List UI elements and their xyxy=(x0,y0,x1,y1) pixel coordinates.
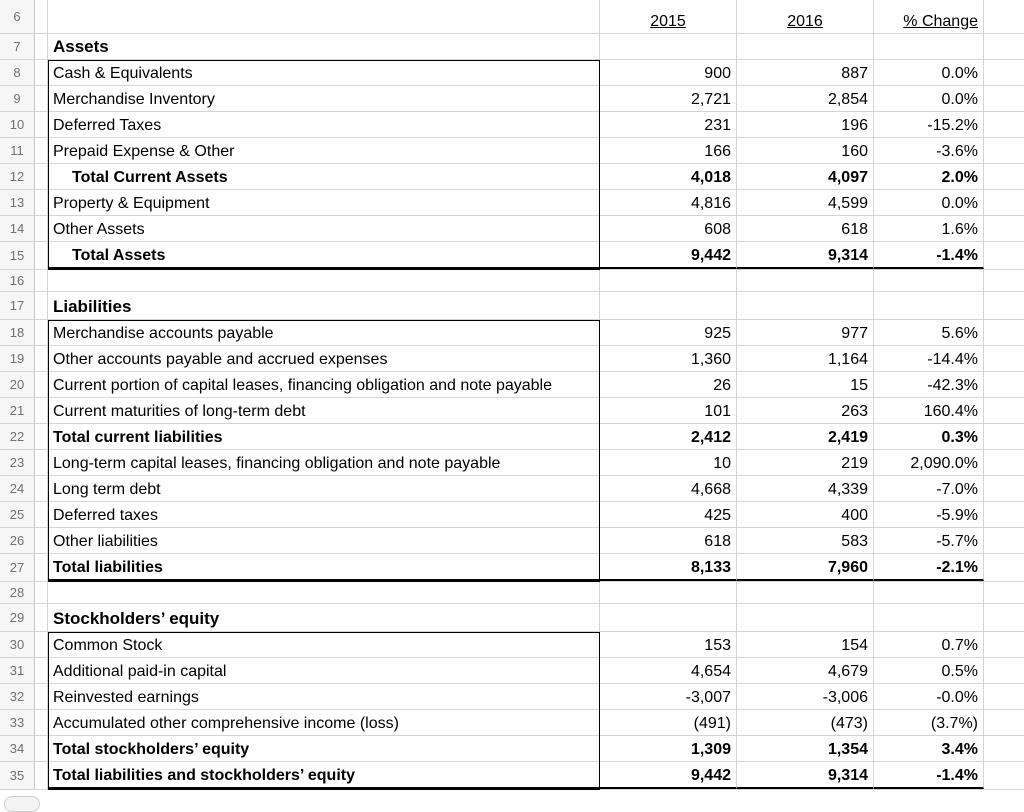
value-2015[interactable] xyxy=(600,604,737,631)
cell[interactable] xyxy=(35,320,48,345)
cell[interactable] xyxy=(35,684,48,709)
value-change[interactable]: -42.3% xyxy=(874,372,984,397)
cell[interactable] xyxy=(984,476,1024,501)
value-change[interactable]: 0.0% xyxy=(874,60,984,85)
value-2015[interactable]: 9,442 xyxy=(600,242,737,269)
table-row[interactable] xyxy=(0,320,1024,346)
value-2015[interactable]: 231 xyxy=(600,112,737,137)
table-row[interactable] xyxy=(0,658,1024,684)
table-row[interactable] xyxy=(0,372,1024,398)
cell[interactable] xyxy=(984,86,1024,111)
cell[interactable] xyxy=(984,398,1024,423)
value-2016[interactable]: 263 xyxy=(737,398,874,423)
cell[interactable] xyxy=(984,242,1024,269)
table-row[interactable] xyxy=(0,216,1024,242)
cell[interactable] xyxy=(35,528,48,553)
value-change[interactable]: 0.3% xyxy=(874,424,984,449)
value-2015[interactable]: 1,309 xyxy=(600,736,737,761)
row-label[interactable]: Total stockholders’ equity xyxy=(48,736,600,761)
row-header[interactable]: 12 xyxy=(0,164,35,189)
percent-change-header[interactable]: % Change xyxy=(874,0,984,33)
value-2016[interactable]: 1,354 xyxy=(737,736,874,761)
value-change[interactable] xyxy=(874,270,984,291)
value-2016[interactable]: 15 xyxy=(737,372,874,397)
value-change[interactable]: 0.0% xyxy=(874,86,984,111)
row-header[interactable]: 29 xyxy=(0,604,35,631)
cell[interactable] xyxy=(984,736,1024,761)
row-header[interactable]: 17 xyxy=(0,292,35,319)
cell[interactable] xyxy=(35,450,48,475)
value-2016[interactable]: 4,679 xyxy=(737,658,874,683)
cell[interactable] xyxy=(35,736,48,761)
value-2016[interactable]: 583 xyxy=(737,528,874,553)
value-2016[interactable]: 9,314 xyxy=(737,242,874,269)
cell[interactable] xyxy=(35,632,48,657)
table-row[interactable] xyxy=(0,502,1024,528)
row-header[interactable]: 7 xyxy=(0,34,35,59)
row-label[interactable]: Total liabilities xyxy=(48,554,600,581)
row-label[interactable] xyxy=(48,582,600,603)
value-2015[interactable]: 101 xyxy=(600,398,737,423)
row-label[interactable]: Assets xyxy=(48,34,600,59)
value-change[interactable]: 1.6% xyxy=(874,216,984,241)
value-change[interactable]: 0.5% xyxy=(874,658,984,683)
value-2015[interactable]: 166 xyxy=(600,138,737,163)
row-label[interactable]: Stockholders’ equity xyxy=(48,604,600,631)
row-header[interactable]: 25 xyxy=(0,502,35,527)
value-change[interactable]: 3.4% xyxy=(874,736,984,761)
row-header[interactable]: 34 xyxy=(0,736,35,761)
cell[interactable] xyxy=(984,270,1024,291)
row-label[interactable]: Long-term capital leases, financing obligation and note payable xyxy=(48,450,600,475)
row-label[interactable]: Common Stock xyxy=(48,632,600,657)
row-header[interactable]: 6 xyxy=(0,0,35,33)
table-row[interactable] xyxy=(0,554,1024,582)
row-label[interactable]: Current portion of capital leases, financing obligation and note payable xyxy=(48,372,600,397)
table-row[interactable] xyxy=(0,138,1024,164)
cell[interactable] xyxy=(984,190,1024,215)
cell[interactable] xyxy=(35,424,48,449)
value-change[interactable]: 0.0% xyxy=(874,190,984,215)
value-2016[interactable]: 219 xyxy=(737,450,874,475)
row-header[interactable]: 24 xyxy=(0,476,35,501)
row-header[interactable]: 8 xyxy=(0,60,35,85)
row-label[interactable]: Merchandise Inventory xyxy=(48,86,600,111)
value-2015[interactable]: 153 xyxy=(600,632,737,657)
cell[interactable] xyxy=(35,762,48,789)
table-row[interactable] xyxy=(0,582,1024,604)
value-change[interactable]: -3.6% xyxy=(874,138,984,163)
row-header[interactable]: 20 xyxy=(0,372,35,397)
row-label[interactable]: Merchandise accounts payable xyxy=(48,320,600,345)
table-row[interactable] xyxy=(0,60,1024,86)
row-label[interactable]: Total Current Assets xyxy=(48,164,600,189)
value-change[interactable]: -1.4% xyxy=(874,242,984,269)
row-label[interactable]: Other liabilities xyxy=(48,528,600,553)
cell[interactable] xyxy=(48,0,600,33)
value-change[interactable]: 2.0% xyxy=(874,164,984,189)
year-2015-header[interactable]: 2015 xyxy=(600,0,737,33)
row-header[interactable]: 14 xyxy=(0,216,35,241)
table-row[interactable] xyxy=(0,710,1024,736)
row-header[interactable]: 11 xyxy=(0,138,35,163)
value-change[interactable]: -5.7% xyxy=(874,528,984,553)
scroll-handle[interactable] xyxy=(4,796,40,812)
cell[interactable] xyxy=(35,476,48,501)
cell[interactable] xyxy=(984,60,1024,85)
row-header[interactable]: 32 xyxy=(0,684,35,709)
value-2015[interactable] xyxy=(600,292,737,319)
cell[interactable] xyxy=(984,372,1024,397)
table-row[interactable] xyxy=(0,292,1024,320)
value-2016[interactable]: 4,339 xyxy=(737,476,874,501)
row-label[interactable]: Long term debt xyxy=(48,476,600,501)
cell[interactable] xyxy=(984,424,1024,449)
value-2015[interactable]: 618 xyxy=(600,528,737,553)
row-header[interactable]: 31 xyxy=(0,658,35,683)
value-2015[interactable]: 2,721 xyxy=(600,86,737,111)
value-2016[interactable]: 7,960 xyxy=(737,554,874,581)
value-change[interactable] xyxy=(874,34,984,59)
value-2015[interactable]: 9,442 xyxy=(600,762,737,789)
cell[interactable] xyxy=(984,112,1024,137)
cell[interactable] xyxy=(984,292,1024,319)
cell[interactable] xyxy=(35,86,48,111)
value-change[interactable]: 0.7% xyxy=(874,632,984,657)
row-header[interactable]: 9 xyxy=(0,86,35,111)
cell[interactable] xyxy=(984,0,1024,33)
table-row[interactable] xyxy=(0,424,1024,450)
value-change[interactable] xyxy=(874,604,984,631)
row-header[interactable]: 16 xyxy=(0,270,35,291)
value-2015[interactable]: 925 xyxy=(600,320,737,345)
table-row[interactable] xyxy=(0,604,1024,632)
value-change[interactable]: -2.1% xyxy=(874,554,984,581)
row-header[interactable]: 35 xyxy=(0,762,35,789)
cell[interactable] xyxy=(984,582,1024,603)
cell[interactable] xyxy=(984,710,1024,735)
cell[interactable] xyxy=(984,604,1024,631)
value-2016[interactable]: 4,599 xyxy=(737,190,874,215)
header-row[interactable] xyxy=(0,0,1024,34)
cell[interactable] xyxy=(35,112,48,137)
table-row[interactable] xyxy=(0,528,1024,554)
value-2016[interactable]: 887 xyxy=(737,60,874,85)
row-header[interactable]: 18 xyxy=(0,320,35,345)
cell[interactable] xyxy=(984,346,1024,371)
row-header[interactable]: 23 xyxy=(0,450,35,475)
table-row[interactable] xyxy=(0,450,1024,476)
value-2016[interactable] xyxy=(737,582,874,603)
cell[interactable] xyxy=(984,320,1024,345)
table-row[interactable] xyxy=(0,736,1024,762)
value-change[interactable]: -14.4% xyxy=(874,346,984,371)
row-label[interactable]: Prepaid Expense & Other xyxy=(48,138,600,163)
value-2016[interactable]: 196 xyxy=(737,112,874,137)
cell[interactable] xyxy=(35,346,48,371)
cell[interactable] xyxy=(35,372,48,397)
row-label[interactable]: Liabilities xyxy=(48,292,600,319)
row-header[interactable]: 13 xyxy=(0,190,35,215)
cell[interactable] xyxy=(984,34,1024,59)
cell[interactable] xyxy=(984,684,1024,709)
value-change[interactable] xyxy=(874,292,984,319)
table-row[interactable] xyxy=(0,476,1024,502)
cell[interactable] xyxy=(35,502,48,527)
value-change[interactable]: -1.4% xyxy=(874,762,984,789)
table-row[interactable] xyxy=(0,346,1024,372)
cell[interactable] xyxy=(35,0,48,33)
table-row[interactable] xyxy=(0,270,1024,292)
table-row[interactable] xyxy=(0,684,1024,710)
cell[interactable] xyxy=(35,242,48,269)
value-2015[interactable]: 4,018 xyxy=(600,164,737,189)
value-2016[interactable]: 9,314 xyxy=(737,762,874,789)
value-2015[interactable]: 10 xyxy=(600,450,737,475)
table-row[interactable] xyxy=(0,164,1024,190)
row-label[interactable]: Accumulated other comprehensive income (loss) xyxy=(48,710,600,735)
cell[interactable] xyxy=(35,60,48,85)
value-2016[interactable] xyxy=(737,604,874,631)
value-2015[interactable]: 608 xyxy=(600,216,737,241)
table-row[interactable] xyxy=(0,190,1024,216)
value-change[interactable]: 5.6% xyxy=(874,320,984,345)
cell[interactable] xyxy=(984,216,1024,241)
value-2016[interactable] xyxy=(737,292,874,319)
value-2016[interactable]: 2,419 xyxy=(737,424,874,449)
table-row[interactable] xyxy=(0,112,1024,138)
value-2015[interactable] xyxy=(600,582,737,603)
value-change[interactable]: 2,090.0% xyxy=(874,450,984,475)
value-2016[interactable] xyxy=(737,34,874,59)
cell[interactable] xyxy=(35,190,48,215)
value-change[interactable] xyxy=(874,582,984,603)
year-2016-header[interactable]: 2016 xyxy=(737,0,874,33)
row-header[interactable]: 21 xyxy=(0,398,35,423)
value-2016[interactable] xyxy=(737,270,874,291)
cell[interactable] xyxy=(984,762,1024,789)
value-2015[interactable]: -3,007 xyxy=(600,684,737,709)
row-header[interactable]: 28 xyxy=(0,582,35,603)
row-label[interactable]: Property & Equipment xyxy=(48,190,600,215)
table-row[interactable] xyxy=(0,34,1024,60)
cell[interactable] xyxy=(984,632,1024,657)
value-2016[interactable]: -3,006 xyxy=(737,684,874,709)
row-header[interactable]: 22 xyxy=(0,424,35,449)
row-label[interactable]: Total current liabilities xyxy=(48,424,600,449)
value-2015[interactable]: 900 xyxy=(600,60,737,85)
cell[interactable] xyxy=(35,216,48,241)
table-row[interactable] xyxy=(0,242,1024,270)
row-label[interactable]: Additional paid-in capital xyxy=(48,658,600,683)
cell[interactable] xyxy=(984,528,1024,553)
row-header[interactable]: 30 xyxy=(0,632,35,657)
value-2016[interactable]: 4,097 xyxy=(737,164,874,189)
row-header[interactable]: 33 xyxy=(0,710,35,735)
value-2015[interactable]: 4,816 xyxy=(600,190,737,215)
cell[interactable] xyxy=(35,34,48,59)
value-2016[interactable]: 160 xyxy=(737,138,874,163)
row-label[interactable]: Total Assets xyxy=(48,242,600,269)
value-2015[interactable]: 2,412 xyxy=(600,424,737,449)
cell[interactable] xyxy=(984,138,1024,163)
row-header[interactable]: 26 xyxy=(0,528,35,553)
value-change[interactable]: 160.4% xyxy=(874,398,984,423)
value-2015[interactable] xyxy=(600,270,737,291)
value-change[interactable]: -0.0% xyxy=(874,684,984,709)
row-header[interactable]: 27 xyxy=(0,554,35,581)
cell[interactable] xyxy=(35,292,48,319)
value-2015[interactable]: 425 xyxy=(600,502,737,527)
cell[interactable] xyxy=(35,270,48,291)
row-label[interactable]: Total liabilities and stockholders’ equity xyxy=(48,762,600,789)
row-label[interactable]: Reinvested earnings xyxy=(48,684,600,709)
value-2015[interactable]: 26 xyxy=(600,372,737,397)
value-2015[interactable] xyxy=(600,34,737,59)
cell[interactable] xyxy=(35,398,48,423)
table-row[interactable] xyxy=(0,632,1024,658)
cell[interactable] xyxy=(984,658,1024,683)
cell[interactable] xyxy=(35,582,48,603)
cell[interactable] xyxy=(984,164,1024,189)
row-header[interactable]: 15 xyxy=(0,242,35,269)
value-2016[interactable]: 400 xyxy=(737,502,874,527)
cell[interactable] xyxy=(35,138,48,163)
row-label[interactable]: Other accounts payable and accrued expenses xyxy=(48,346,600,371)
cell[interactable] xyxy=(984,554,1024,581)
value-change[interactable]: -5.9% xyxy=(874,502,984,527)
value-2015[interactable]: (491) xyxy=(600,710,737,735)
value-2016[interactable]: 2,854 xyxy=(737,86,874,111)
cell[interactable] xyxy=(35,604,48,631)
cell[interactable] xyxy=(35,164,48,189)
value-change[interactable]: -15.2% xyxy=(874,112,984,137)
value-2016[interactable]: 977 xyxy=(737,320,874,345)
cell[interactable] xyxy=(984,502,1024,527)
value-2015[interactable]: 1,360 xyxy=(600,346,737,371)
value-2016[interactable]: 154 xyxy=(737,632,874,657)
value-2016[interactable]: (473) xyxy=(737,710,874,735)
value-2015[interactable]: 8,133 xyxy=(600,554,737,581)
row-label[interactable]: Deferred taxes xyxy=(48,502,600,527)
value-2015[interactable]: 4,654 xyxy=(600,658,737,683)
table-row[interactable] xyxy=(0,762,1024,790)
row-label[interactable] xyxy=(48,270,600,291)
cell[interactable] xyxy=(35,554,48,581)
row-label[interactable]: Current maturities of long-term debt xyxy=(48,398,600,423)
cell[interactable] xyxy=(984,450,1024,475)
row-header[interactable]: 19 xyxy=(0,346,35,371)
row-header[interactable]: 10 xyxy=(0,112,35,137)
row-label[interactable]: Cash & Equivalents xyxy=(48,60,600,85)
row-label[interactable]: Other Assets xyxy=(48,216,600,241)
value-2016[interactable]: 1,164 xyxy=(737,346,874,371)
value-2015[interactable]: 4,668 xyxy=(600,476,737,501)
table-row[interactable] xyxy=(0,86,1024,112)
value-2016[interactable]: 618 xyxy=(737,216,874,241)
value-change[interactable]: -7.0% xyxy=(874,476,984,501)
value-change[interactable]: (3.7%) xyxy=(874,710,984,735)
table-row[interactable] xyxy=(0,398,1024,424)
cell[interactable] xyxy=(35,658,48,683)
cell[interactable] xyxy=(35,710,48,735)
row-label[interactable]: Deferred Taxes xyxy=(48,112,600,137)
